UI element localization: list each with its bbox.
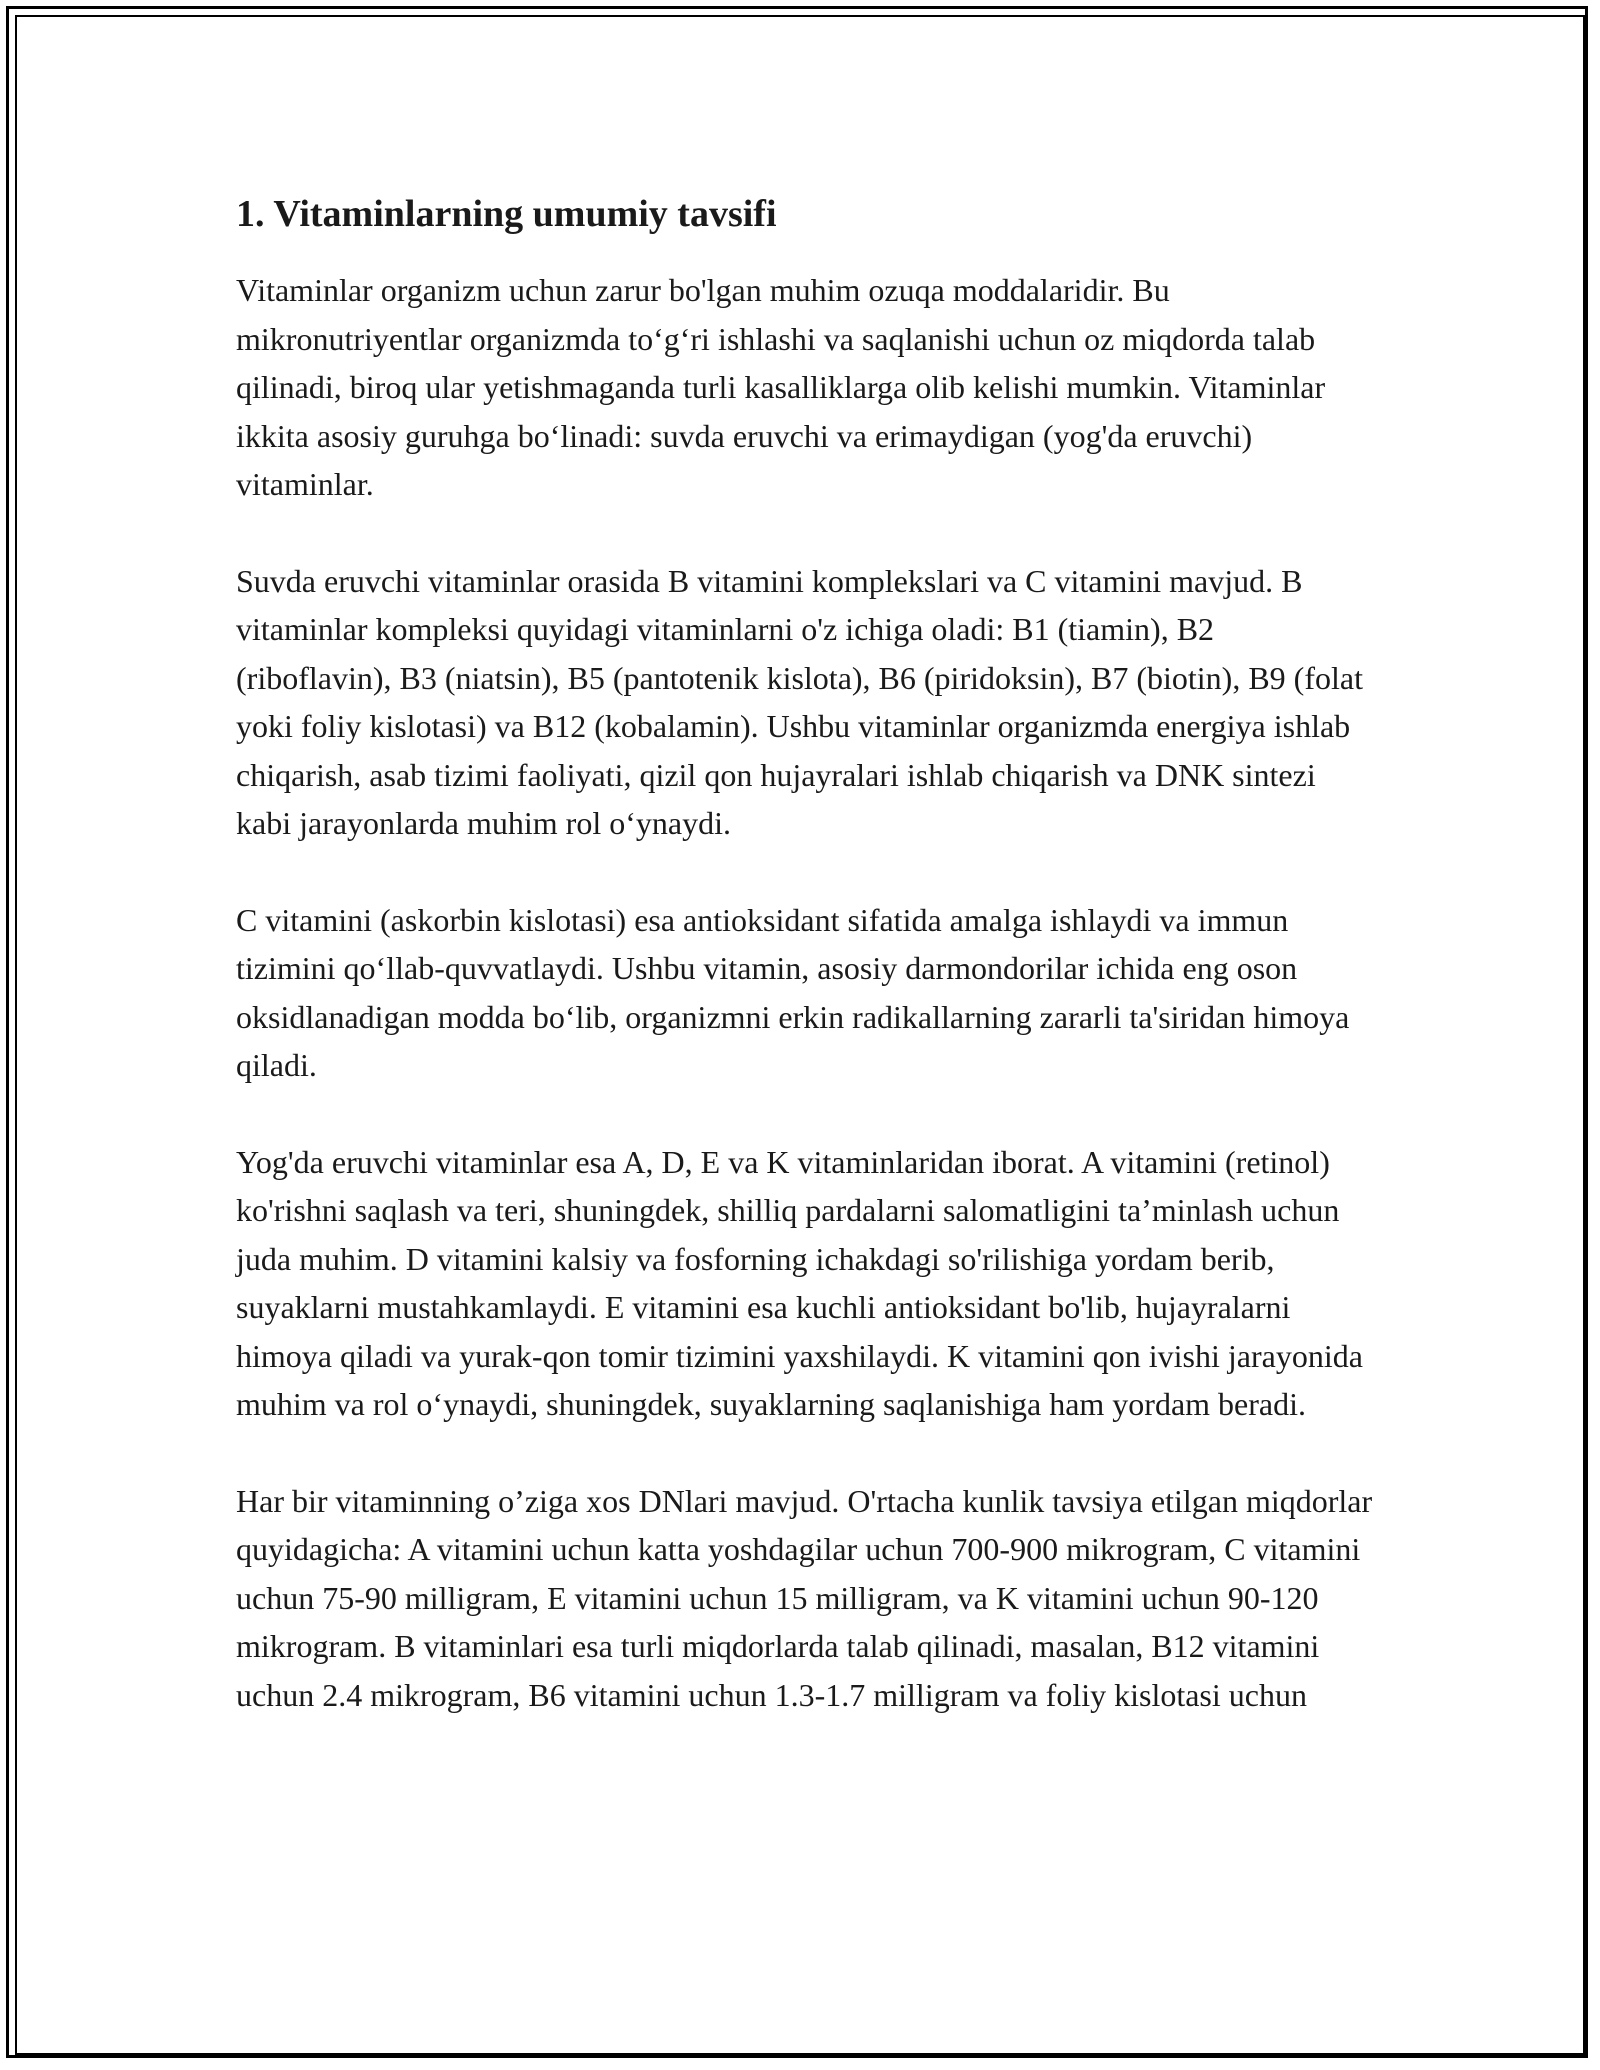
document-body [236, 190, 1376, 1719]
paragraph-vitamin-c: C vitamini (askorbin kislotasi) esa antioksidant sifatida amalga ishlaydi va immun tizimini qo‘llab-quvvatlaydi. Ushbu vitamin, asosiy darmondorilar ichida eng oson oksidlanadigan modda bo‘lib, organizmni erkin radikallarning zararli ta'siridan himoya qiladi. [236, 901, 1350, 1083]
paragraph-intro: Vitaminlar organizm uchun zarur bo'lgan muhim ozuqa moddalaridir. Bu mikronutriyentlar organizmda to‘g‘ri ishlashi va saqlanishi uchun oz miqdorda talab qilinadi, biroq ular yetishmaganda turli kasalliklarga olib kelishi mumkin. Vitaminlar ikkita asosiy guruhga bo‘linadi: suvda eruvchi va erimaydigan (yog'da eruvchi) vitaminlar. [236, 272, 1326, 502]
section-heading: 1. Vitaminlarning umumiy tavsifi [236, 193, 777, 235]
paragraph-daily-intake: Har bir vitaminning o’ziga xos DNlari mavjud. O'rtacha kunlik tavsiya etilgan miqdorlar quyidagicha: A vitamini uchun katta yoshdagilar uchun 700-900 mikrogram, C vitamini uchun 75-90 milligram, E vitamini uchun 15 milligram, va K vitamini uchun 90-120 mikrogram. B vitaminlari esa turli miqdorlarda talab qilinadi, masalan, B12 vitamini uchun 2.4 mikrogram, B6 vitamini uchun 1.3-1.7 milligram va foliy kislotasi uchun [236, 1482, 1373, 1713]
paragraph-water-soluble: Suvda eruvchi vitaminlar orasida B vitamini komplekslari va C vitamini mavjud. B vitaminlar kompleksi quyidagi vitaminlarni o'z ichiga oladi: B1 (tiamin), B2 (riboflavin), B3 (niatsin), B5 (pantotenik kislota), B6 (piridoksin), B7 (biotin), B9 (folat yoki foliy kislotasi) va B12 (kobalamin). Ushbu vitaminlar organizmda energiya ishlab chiqarish, asab tizimi faoliyati, qizil qon hujayralari ishlab chiqarish va DNK sintezi kabi jarayonlarda muhim rol o‘ynaydi. [236, 562, 1363, 841]
paragraph-fat-soluble: Yog'da eruvchi vitaminlar esa A, D, E va K vitaminlaridan iborat. A vitamini (retinol) ko'rishni saqlash va teri, shuningdek, shilliq pardalarni salomatligini ta’minlash uchun juda muhim. D vitamini kalsiy va fosforning ichakdagi so'rilishiga yordam berib, suyaklarni mustahkamlaydi. E vitamini esa kuchli antioksidant bo'lib, hujayralarni himoya qiladi va yurak-qon tomir tizimini yaxshilaydi. K vitamini qon ivishi jarayonida muhim va rol o‘ynaydi, shuningdek, suyaklarning saqlanishiga ham yordam beradi. [236, 1143, 1363, 1422]
